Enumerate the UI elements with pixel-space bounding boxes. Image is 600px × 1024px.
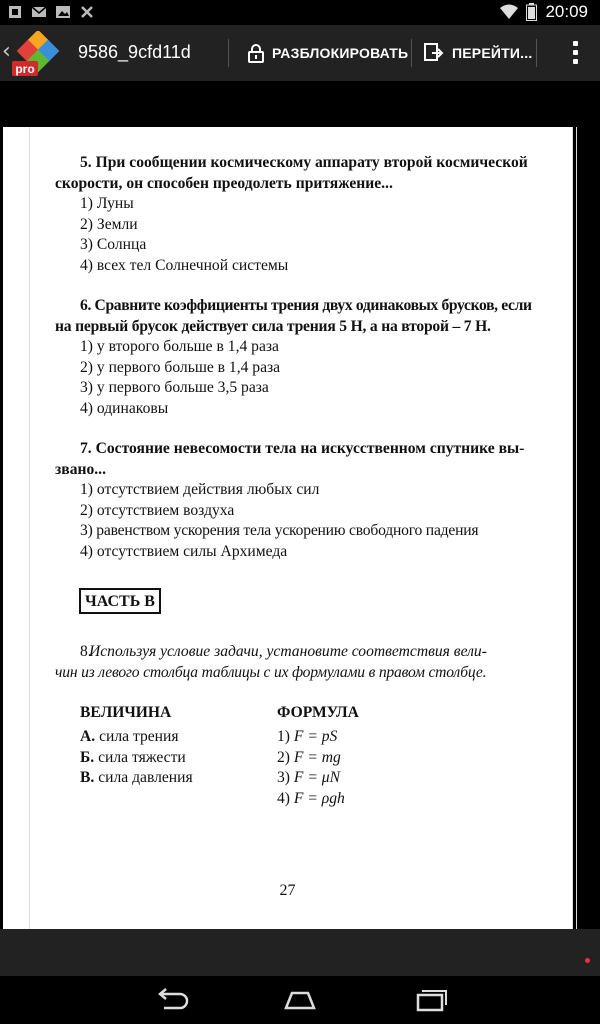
recents-icon[interactable] (409, 986, 449, 1014)
back-icon[interactable] (152, 986, 192, 1014)
indicator-dot (585, 958, 590, 963)
answer-option: 3) равенством ускорения тела ускорению свободного падения (80, 522, 479, 539)
question-text: 8.Используя условие задачи, установите соответствия вели- (80, 643, 487, 660)
question-title: 5. При сообщении космическому аппарату второй космической (80, 154, 528, 171)
notification-icons (8, 5, 94, 19)
clock: 20:09 (545, 2, 588, 21)
question-title: 6. Сравните коэффициенты трения двух одинаковых брусков, если (80, 297, 532, 314)
question-text: чин из левого столбца таблицы с их формулами в правом столбце. (55, 663, 487, 681)
app-logo[interactable] (12, 31, 62, 77)
formula-row: 3) F = μN (277, 769, 340, 786)
answer-option: 2) отсутствием воздуха (80, 501, 235, 519)
answer-option: 1) отсутствием действия любых сил (80, 481, 320, 498)
question-title: 7. Состояние невесомости тела на искусственном спутнике вы- (80, 440, 525, 457)
viewer-bottom-area (0, 929, 600, 976)
action-bar (0, 25, 600, 81)
answer-option: 2) Земли (80, 215, 138, 233)
column-header: ФОРМУЛА (277, 704, 359, 721)
status-bar (0, 0, 600, 25)
formulas-column (277, 703, 477, 809)
column-header: ВЕЛИЧИНА (80, 704, 172, 721)
quantities-column (80, 703, 270, 789)
question-title: на первый брусок действует сила трения 5 Н, а на второй – 7 Н. (55, 317, 491, 335)
image-icon (56, 5, 70, 19)
quantity-row: Б. сила тяжести (80, 748, 186, 766)
formula-row: 1) F = pS (277, 728, 338, 745)
chevron-left-icon[interactable]: ‹ (2, 39, 11, 64)
answer-option: 4) всех тел Солнечной системы (80, 256, 289, 274)
goto-button[interactable] (424, 25, 532, 81)
document-content (55, 153, 555, 813)
part-heading: ЧАСТЬ В (79, 588, 161, 614)
answer-option: 1) у второго больше в 1,4 раза (80, 338, 279, 355)
answer-option: 4) отсутствием силы Архимеда (80, 542, 288, 560)
goto-label: ПЕРЕЙТИ... (452, 45, 533, 61)
question-6 (55, 296, 555, 419)
notification-icon (8, 5, 22, 19)
navigation-bar (0, 976, 600, 1024)
unlock-button[interactable] (248, 25, 408, 81)
divider (536, 39, 537, 67)
quantity-row: В. сила давления (80, 769, 193, 786)
divider (411, 39, 412, 67)
document-title[interactable]: 9586_9cfd11d (78, 42, 191, 62)
answer-option: 1) Луны (80, 195, 134, 212)
answer-option: 3) у первого больше 3,5 раза (80, 379, 269, 396)
answer-option: 2) у первого больше в 1,4 раза (80, 358, 281, 376)
goto-page-icon (424, 43, 444, 63)
divider (228, 39, 229, 67)
formula-row: 4) F = ρgh (277, 789, 345, 807)
mail-icon (32, 5, 46, 19)
overflow-menu-icon[interactable] (573, 41, 578, 64)
question-title: звано... (55, 460, 106, 478)
quantity-row: А. сила трения (80, 728, 179, 745)
wifi-icon (500, 4, 518, 20)
page-number: 27 (279, 882, 296, 899)
lock-icon (248, 43, 264, 63)
matching-table (55, 703, 555, 813)
unlock-label: РАЗБЛОКИРОВАТЬ (272, 45, 409, 61)
answer-option: 4) одинаковы (80, 399, 169, 417)
question-title: скорости, он способен преодолеть притяжение... (55, 174, 393, 192)
question-8 (55, 642, 555, 683)
usb-icon (80, 5, 94, 19)
app-logo-text: pro (15, 62, 35, 76)
question-5 (55, 153, 555, 276)
battery-icon (526, 3, 537, 21)
question-7 (55, 439, 555, 562)
home-icon[interactable] (280, 986, 320, 1014)
answer-option: 3) Солнца (80, 236, 147, 253)
formula-row: 2) F = mg (277, 748, 341, 766)
